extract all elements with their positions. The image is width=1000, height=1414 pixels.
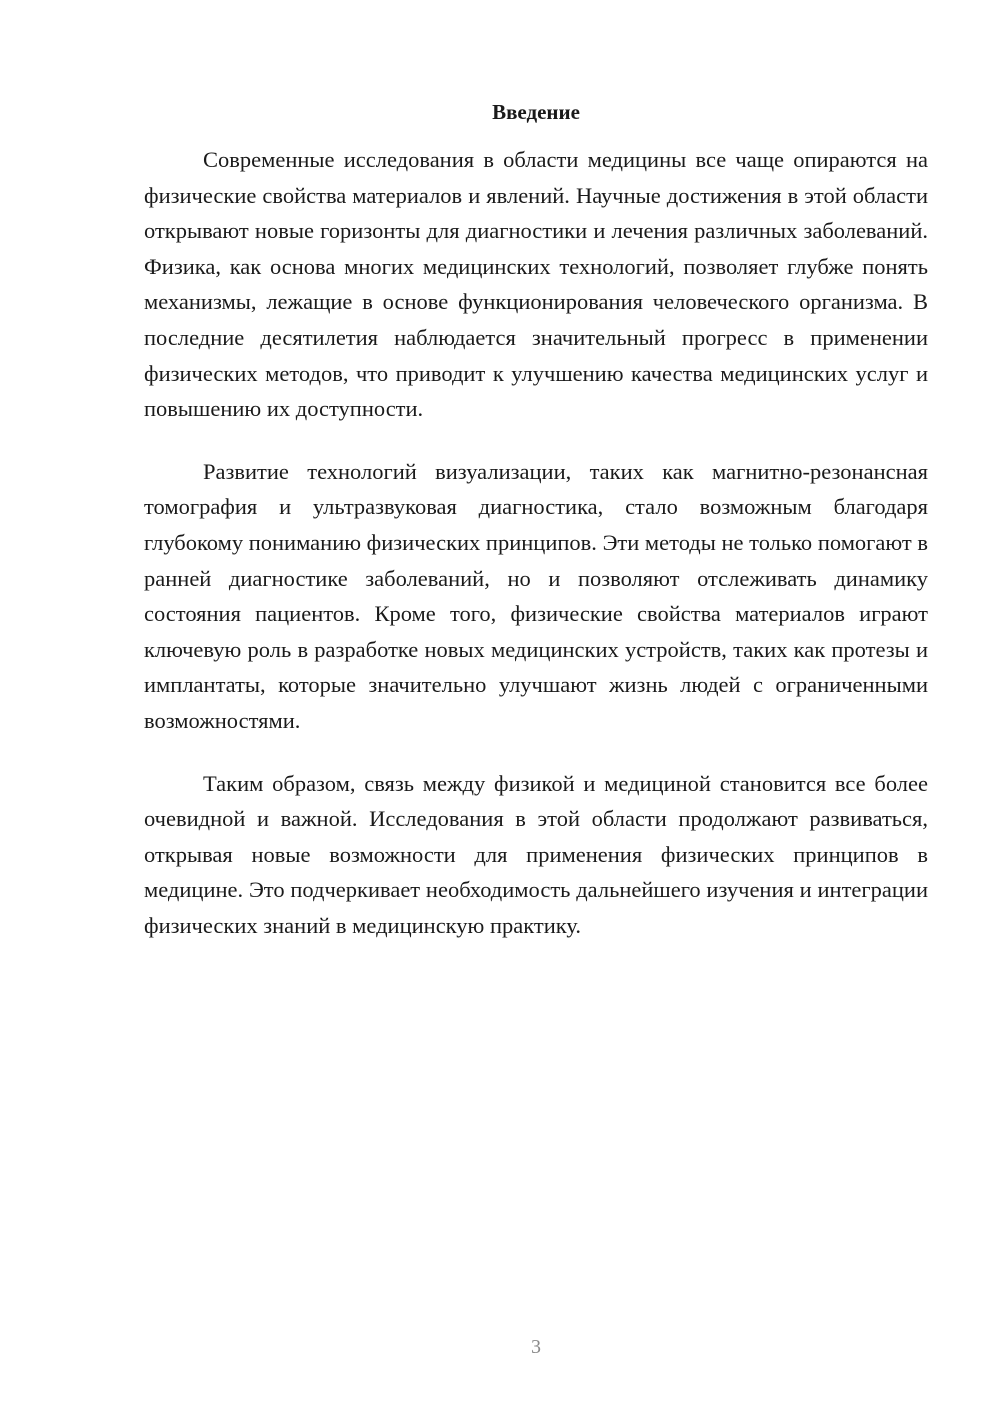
paragraph-1: Современные исследования в области медицины все чаще опираются на физические свойства материалов и явлений. Научные достижения в этой области открывают новые горизонты для диагностики и лечения различных заболеваний. Физика, как основа многих медицинских технологий, позволяет глубже понять механизмы, лежащие в основе функционирования человеческого организма. В последние десятилетия наблюдается значительный прогресс в применении физических методов, что приводит к улучшению качества медицинских услуг и повышению их доступности.: [144, 147, 928, 422]
paragraph-2: Развитие технологий визуализации, таких как магнитно-резонансная томография и ультразвуковая диагностика, стало возможным благодаря глубокому пониманию физических принципов. Эти методы не только помогают в ранней диагностике заболеваний, но и позволяют отслеживать динамику состояния пациентов. Кроме того, физические свойства материалов играют ключевую роль в разработке новых медицинских устройств, таких как протезы и имплантаты, которые значительно улучшают жизнь людей с ограниченными возможностями.: [144, 458, 928, 733]
paragraph-3: Таким образом, связь между физикой и медициной становится все более очевидной и важной. Исследования в этой области продолжают развиваться, открывая новые возможности для применения физических принципов в медицине. Это подчеркивает необходимость дальнейшего изучения и интеграции физических знаний в медицинскую практику.: [144, 770, 928, 938]
body-text: [144, 142, 928, 970]
section-heading: Введение: [492, 100, 580, 124]
page-number: 3: [531, 1336, 541, 1358]
